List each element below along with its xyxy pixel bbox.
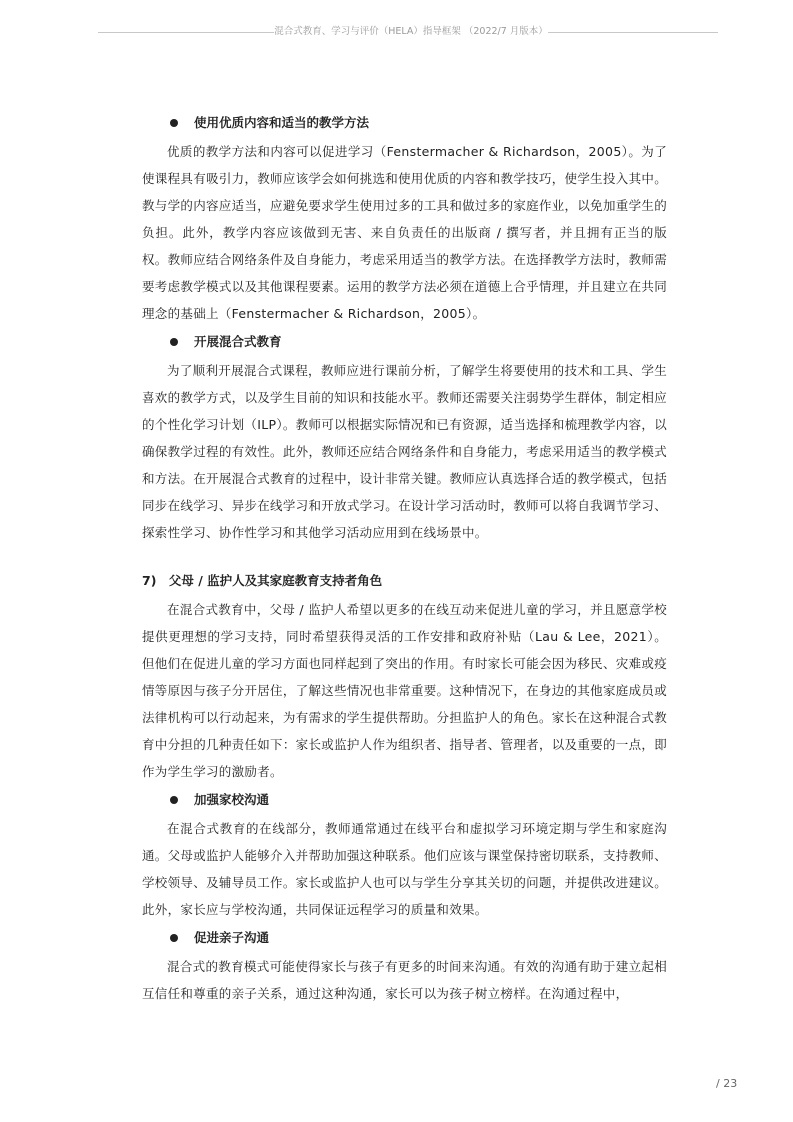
bullet-dot-icon [170, 119, 178, 127]
paragraph: 混合式的教育模式可能使得家长与孩子有更多的时间来沟通。有效的沟通有助于建立起相互信任和尊重的亲子关系，通过这种沟通，家长可以为孩子树立榜样。在沟通过程中， [142, 959, 667, 1001]
running-header [0, 24, 793, 40]
bullet-dot-icon [170, 796, 178, 804]
section-heading: 7) 父母 / 监护人及其家庭教育支持者角色 [142, 573, 383, 588]
paragraph: 在混合式教育中，父母 / 监护人希望以更多的在线互动来促进儿童的学习，并且愿意学校提供更理想的学习支持，同时希望获得灵活的工作安排和政府补贴（Lau & Lee，2021）。但他们在促进儿童的学习方面也同样起到了突出的作用。有时家长可能会因为移民、灾难或疫情等原因与孩子分开居住，了解这些情况也非常重要。这种情况下，在身边的其他家庭成员或法律机构可以行动起来，为有需求的学生提供帮助。分担监护人的角色。家长在这种混合式教育中分担的几种责任如下：家长或监护人作为组织者、指导者、管理者，以及重要的一点，即作为学生学习的激励者。 [142, 602, 667, 779]
bullet-heading [142, 923, 667, 953]
bullet-dot-icon [170, 934, 178, 942]
page-number: / 23 [716, 1077, 738, 1090]
bullet-heading [142, 108, 667, 138]
bullet-heading-text: 促进亲子沟通 [194, 930, 270, 945]
bullet-heading-text: 使用优质内容和适当的教学方法 [194, 115, 370, 130]
paragraph: 为了顺利开展混合式课程，教师应进行课前分析，了解学生将要使用的技术和工具、学生喜欢的教学方式，以及学生目前的知识和技能水平。教师还需要关注弱势学生群体，制定相应的个性化学习计划（ILP）。教师可以根据实际情况和已有资源，适当选择和梳理教学内容，以确保教学过程的有效性。此外，教师还应结合网络条件和自身能力，考虑采用适当的教学模式和方法。在开展混合式教育的过程中，设计非常关键。教师应认真选择合适的教学模式，包括同步在线学习、异步在线学习和开放式学习。在设计学习活动时，教师可以将自我调节学习、探索性学习、协作性学习和其他学习活动应用到在线场景中。 [142, 363, 667, 540]
bullet-heading [142, 785, 667, 815]
bullet-dot-icon [170, 338, 178, 346]
bullet-heading-text: 开展混合式教育 [194, 334, 282, 349]
running-title: 混合式教育、学习与评价（HELA）指导框架 （2022/7 月版本） [274, 26, 548, 37]
bullet-heading-text: 加强家校沟通 [194, 792, 270, 807]
header-rule-right [548, 32, 718, 33]
paragraph: 在混合式教育的在线部分，教师通常通过在线平台和虚拟学习环境定期与学生和家庭沟通。父母或监护人能够介入并帮助加强这种联系。他们应该与课堂保持密切联系，支持教师、学校领导、及辅导员工作。家长或监护人也可以与学生分享其关切的问题，并提供改进建议。此外，家长应与学校沟通，共同保证远程学习的质量和效果。 [142, 821, 667, 917]
bullet-heading [142, 327, 667, 357]
paragraph: 优质的教学方法和内容可以促进学习（Fenstermacher & Richardson，2005）。为了使课程具有吸引力，教师应该学会如何挑选和使用优质的内容和教学技巧，使学生投入其中。教与学的内容应适当，应避免要求学生使用过多的工具和做过多的家庭作业，以免加重学生的负担。此外，教学内容应该做到无害、来自负责任的出版商 / 撰写者，并且拥有正当的版权。教师应结合网络条件及自身能力，考虑采用适当的教学方法。在选择教学方法时，教师需要考虑教学模式以及其他课程要素。运用的教学方法必须在道德上合乎情理，并且建立在共同理念的基础上（Fenstermacher & Richardson，2005）。 [142, 144, 667, 321]
header-rule-left [98, 32, 274, 33]
page-body [142, 108, 667, 1007]
